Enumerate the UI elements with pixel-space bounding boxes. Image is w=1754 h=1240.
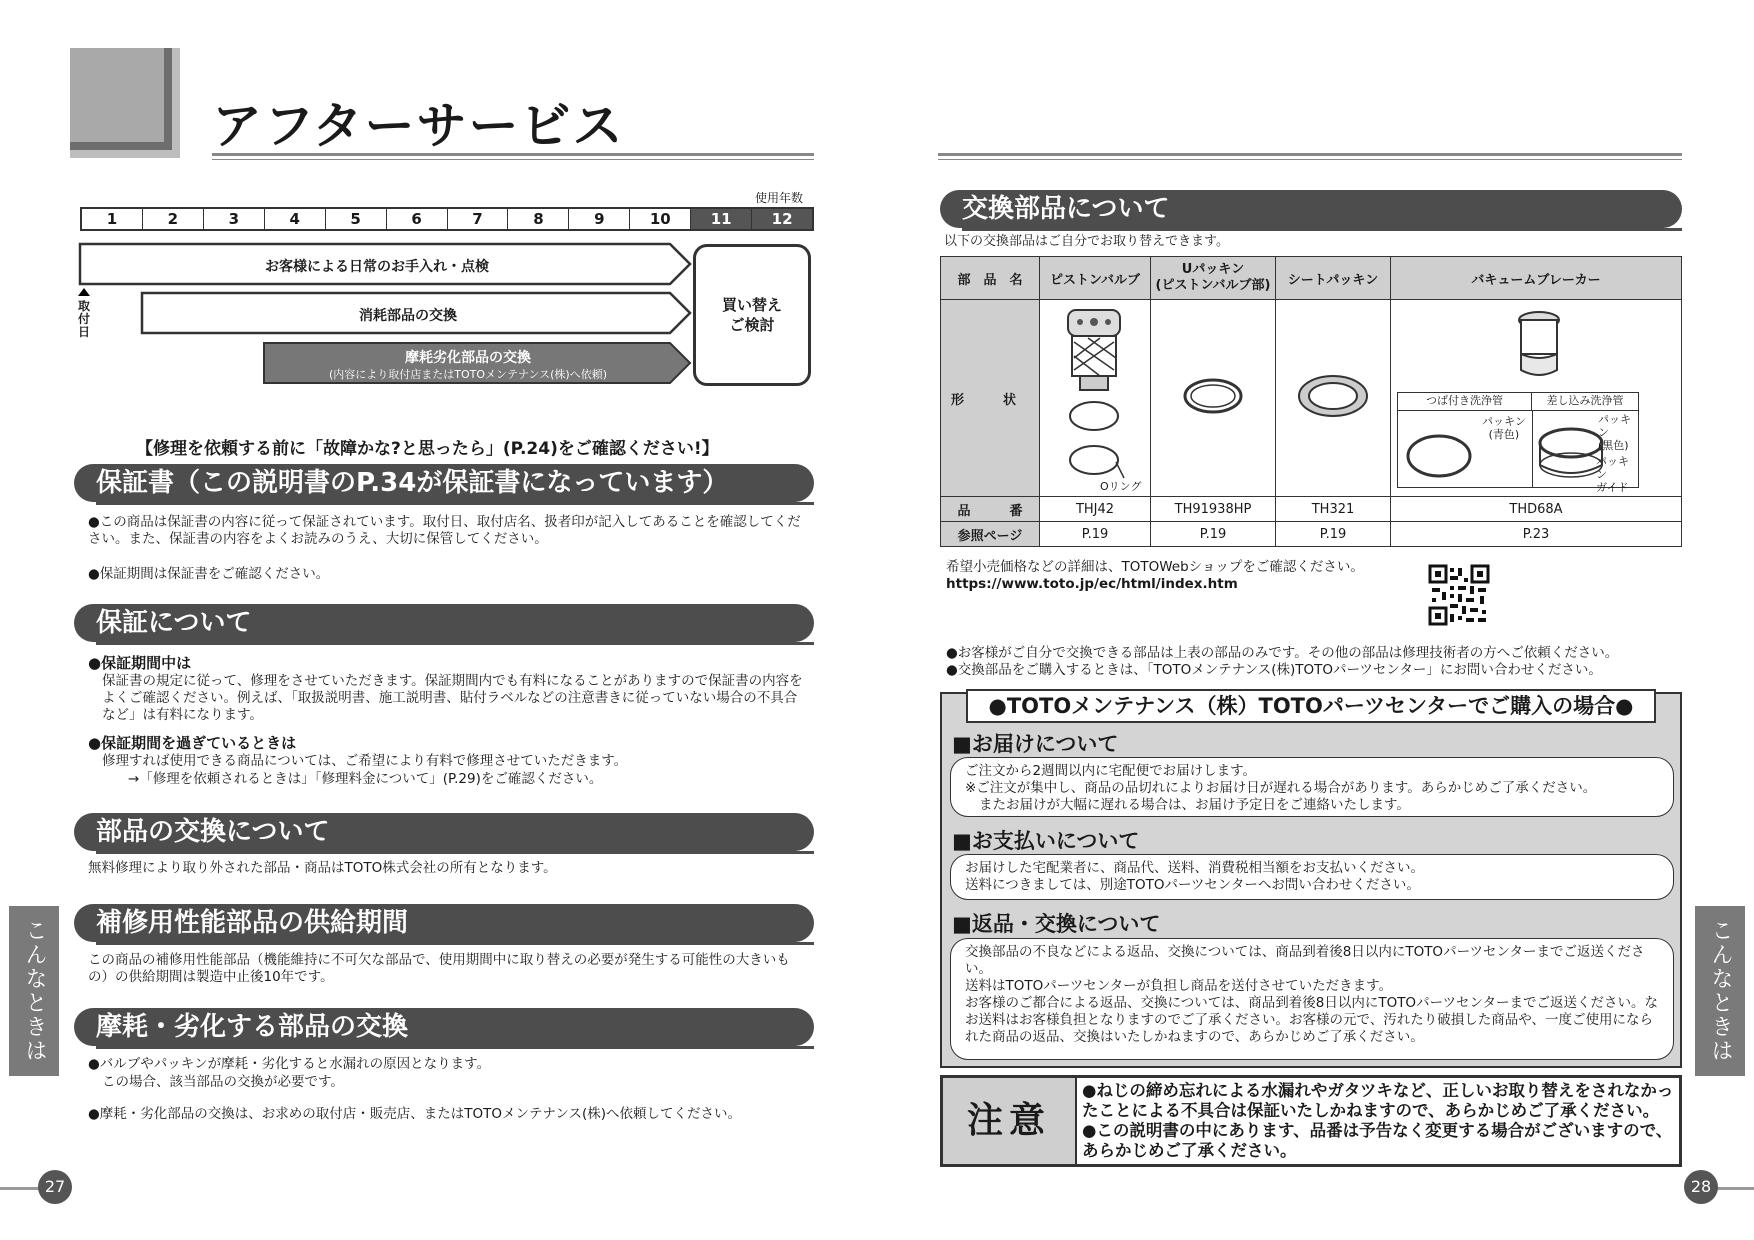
page-line-left bbox=[0, 1187, 42, 1190]
table-col-upacking bbox=[1151, 257, 1276, 300]
years-label: 使用年数 bbox=[755, 191, 804, 205]
vacuum-detail-box bbox=[1397, 392, 1639, 494]
warranty-card-text2: ●保証期間は保証書をご確認ください。 bbox=[88, 566, 330, 582]
page-number-left: 27 bbox=[38, 1170, 72, 1204]
vacuum-breaker-cell bbox=[1391, 300, 1682, 497]
section-wear-parts-heading: 摩耗・劣化する部品の交換 bbox=[74, 1008, 814, 1046]
caution-line1: ●ねじの締め忘れによる水漏れやガタツキなど、正しいお取り替えをされなかったことによる不具合は保証いたしかねますので、あらかじめご了承ください。 bbox=[1082, 1081, 1674, 1120]
vb-pk1 bbox=[1482, 415, 1526, 441]
caution-label: 注意 bbox=[943, 1078, 1077, 1164]
year-cell: 12 bbox=[752, 209, 812, 229]
upacking-cell bbox=[1151, 300, 1276, 497]
year-cell: 6 bbox=[387, 209, 448, 229]
page-number-right: 28 bbox=[1684, 1170, 1718, 1204]
title-decoration bbox=[70, 48, 172, 150]
qr-code-icon[interactable] bbox=[1428, 564, 1490, 626]
warranty-sub1: ●保証期間中は bbox=[88, 654, 192, 672]
partno-upacking: TH91938HP bbox=[1151, 497, 1276, 522]
shape-label: 形 状 bbox=[941, 300, 1040, 497]
payment-heading: ■お支払いについて bbox=[952, 829, 1140, 853]
caution-text bbox=[1082, 1081, 1678, 1161]
warranty-text1: 保証書の規定に従って、修理をさせていただきます。保証期間内でも有料になることがありますので保証書の内容をよくご確認ください。例えば、「取扱説明書、施工説明書、貼付ラベルなどの注意書きに従っていない場合の不具合など」は有料になります。 bbox=[102, 673, 803, 723]
web-shop-url[interactable]: https://www.toto.jp/ec/html/index.htm bbox=[946, 576, 1238, 592]
year-cell: 1 bbox=[82, 209, 143, 229]
table-col-seat: シートパッキン bbox=[1276, 257, 1391, 300]
parts-table bbox=[940, 256, 1682, 547]
vb-pk2-line2: (黒色) bbox=[1598, 439, 1629, 452]
year-cell: 8 bbox=[508, 209, 569, 229]
warranty-sub2: ●保証期間を過ぎているときは bbox=[88, 734, 297, 752]
year-cell: 3 bbox=[204, 209, 265, 229]
row-consumables: 消耗部品の交換 bbox=[359, 308, 457, 324]
return-line1: 交換部品の不良などによる返品、交換については、商品到着後8日以内にTOTOパーツセンターまでご返送ください。 bbox=[965, 944, 1645, 977]
return-line3: お客様のご都合による返品、交換については、商品到着後8日以内にTOTOパーツセンターまでご返送ください。なお送料はお客様負担となりますのでご了承ください。お客様の元で、汚れたり破損した商品や、一度ご使用になられた商品の返品、交換はいたしかねますので、あらかじめご了承ください。 bbox=[965, 995, 1658, 1045]
note-purchase: ●交換部品をご購入するときは、「TOTOメンテナンス(株)TOTOパーツセンター」にお問い合わせください。 bbox=[946, 662, 1602, 678]
title-rule bbox=[212, 153, 814, 156]
piston-valve-icon bbox=[1040, 300, 1150, 496]
warranty-text3: →「修理を依頼されるときは」「修理料金について」(P.29)をご確認ください。 bbox=[128, 771, 603, 787]
partno-vacuum: THD68A bbox=[1391, 497, 1682, 522]
parts-exchange-text: 無料修理により取り外された部品・商品はTOTO株式会社の所有となります。 bbox=[88, 860, 557, 876]
note-self-replace: ●お客様がご自分で交換できる部品は上表の部品のみです。その他の部品は修理技術者の方へご依頼ください。 bbox=[946, 645, 1619, 661]
buy-line2: ご検討 bbox=[729, 316, 775, 334]
upacking-sub: (ピストンバルブ部) bbox=[1155, 278, 1271, 293]
vb-pk3 bbox=[1596, 455, 1638, 494]
year-cell: 4 bbox=[265, 209, 326, 229]
seat-packing-icon bbox=[1296, 372, 1370, 420]
title-rule-thin bbox=[212, 159, 814, 160]
piston-valve-cell bbox=[1040, 300, 1151, 497]
row-wear-parts: 摩耗劣化部品の交換 bbox=[405, 350, 531, 366]
ref-label: 参照ページ bbox=[941, 522, 1040, 547]
vb-pk3-line2: ガイド bbox=[1596, 481, 1629, 494]
year-cell: 11 bbox=[691, 209, 752, 229]
return-box bbox=[950, 938, 1674, 1060]
upacking-name: Uパッキン bbox=[1181, 262, 1245, 277]
payment-box bbox=[950, 854, 1674, 900]
section-replacement-parts-heading: 交換部品について bbox=[940, 190, 1682, 228]
vb-sub1: つば付き洗浄管 bbox=[1398, 393, 1532, 411]
row-wear-parts-note: (内容により取付店またはTOTOメンテナンス(株)へ依頼) bbox=[328, 368, 608, 381]
payment-line1: お届けした宅配業者に、商品代、送料、消費税相当額をお支払いください。 bbox=[965, 860, 1424, 876]
delivery-line1: ご注文から2週間以内に宅配便でお届けします。 bbox=[965, 763, 1257, 779]
year-cell: 2 bbox=[143, 209, 204, 229]
right-title-rule-thin bbox=[938, 159, 1682, 160]
year-cell: 7 bbox=[448, 209, 509, 229]
vb-packing-blue-icon bbox=[1404, 431, 1474, 481]
section-warranty-card-heading: 保証書（この説明書のP.34が保証書になっています） bbox=[74, 464, 814, 502]
caution-line2: ●この説明書の中にあります、品番は予告なく変更する場合がございますので、あらかじめご了承ください。 bbox=[1082, 1121, 1673, 1160]
repair-notice: 【修理を依頼する前に「故障かな?と思ったら」(P.24)をご確認ください!】 bbox=[136, 439, 719, 459]
return-line2: 送料はTOTOパーツセンターが負担し商品を送付させていただきます。 bbox=[965, 978, 1393, 994]
page-line-right bbox=[1712, 1187, 1754, 1190]
partno-seat: TH321 bbox=[1276, 497, 1391, 522]
vb-pk3-line1: パッキン bbox=[1596, 455, 1629, 481]
ref-piston: P.19 bbox=[1040, 522, 1151, 547]
warranty-card-text1: ●この商品は保証書の内容に従って保証されています。取付日、取付店名、扱者印が記入してあることを確認してください。また、保証書の内容をよくお読みのうえ、大切に保管してください。 bbox=[88, 514, 801, 547]
section-warranty-heading: 保証について bbox=[74, 604, 814, 642]
install-date-label: 取付日 bbox=[77, 299, 90, 339]
vb-divider bbox=[1532, 411, 1533, 487]
row-daily-care: お客様による日常のお手入れ・点検 bbox=[265, 259, 489, 275]
replacement-intro: 以下の交換部品はご自分でお取り替えできます。 bbox=[944, 234, 1229, 249]
buy-replacement-box bbox=[693, 244, 811, 386]
page-title: アフターサービス bbox=[212, 97, 625, 155]
table-col-vacuum: バキュームブレーカー bbox=[1391, 257, 1682, 300]
year-cell: 10 bbox=[630, 209, 691, 229]
delivery-box bbox=[950, 757, 1674, 817]
years-bar bbox=[80, 207, 814, 231]
vacuum-breaker-icon bbox=[1499, 306, 1579, 386]
install-marker bbox=[78, 288, 90, 296]
delivery-heading: ■お届けについて bbox=[952, 732, 1119, 756]
seat-packing-cell bbox=[1276, 300, 1391, 497]
wear-parts-text2: この場合、該当部品の交換が必要です。 bbox=[102, 1074, 344, 1090]
vb-pk2-line1: パッキン bbox=[1598, 413, 1631, 439]
return-heading: ■返品・交換について bbox=[952, 912, 1161, 936]
delivery-line2: ※ご注文が集中し、商品の品切れによりお届け日が遅れる場合があります。あらかじめご了承ください。 bbox=[965, 780, 1597, 796]
partno-label: 品 番 bbox=[941, 497, 1040, 522]
oring-label: Oリング bbox=[1100, 480, 1142, 493]
right-title-rule bbox=[938, 153, 1682, 156]
delivery-line3: またお届けが大幅に遅れる場合は、お届け予定日をご連絡いたします。 bbox=[979, 797, 1410, 813]
section-parts-exchange-heading: 部品の交換について bbox=[74, 813, 814, 851]
upacking-icon bbox=[1181, 376, 1245, 416]
section-supply-period-heading: 補修用性能部品の供給期間 bbox=[74, 904, 814, 942]
year-cell: 9 bbox=[569, 209, 630, 229]
ref-upacking: P.19 bbox=[1151, 522, 1276, 547]
vb-pk1-line2: (青色) bbox=[1488, 428, 1520, 441]
table-col-label: 部 品 名 bbox=[941, 257, 1040, 300]
wear-parts-text3: ●摩耗・劣化部品の交換は、お求めの取付店・販売店、またはTOTOメンテナンス(株)へ依頼してください。 bbox=[88, 1106, 741, 1122]
vb-pk1-line1: パッキン bbox=[1482, 415, 1526, 428]
payment-line2: 送料につきましては、別途TOTOパーツセンターへお問い合わせください。 bbox=[965, 877, 1420, 893]
partno-piston: THJ42 bbox=[1040, 497, 1151, 522]
vb-pk2 bbox=[1598, 413, 1638, 452]
year-cell: 5 bbox=[326, 209, 387, 229]
side-tab-left[interactable]: こんなときは bbox=[9, 906, 59, 1076]
buy-line1: 買い替え bbox=[721, 296, 782, 314]
warranty-text2: 修理すれば使用できる商品については、ご希望により有料で修理させていただきます。 bbox=[102, 753, 628, 769]
ref-vacuum: P.23 bbox=[1391, 522, 1682, 547]
web-shop-text: 希望小売価格などの詳細は、TOTOWebショップをご確認ください。 bbox=[946, 559, 1364, 575]
side-tab-right[interactable]: こんなときは bbox=[1695, 906, 1745, 1076]
wear-parts-text1: ●バルブやパッキンが摩耗・劣化すると水漏れの原因となります。 bbox=[88, 1056, 491, 1072]
supply-period-text: この商品の補修用性能部品（機能維持に不可欠な部品で、使用期間中に取り替えの必要が発生する可能性の大きいもの）の供給期間は製造中止後10年です。 bbox=[88, 952, 790, 985]
ref-seat: P.19 bbox=[1276, 522, 1391, 547]
table-col-piston: ピストンバルブ bbox=[1040, 257, 1151, 300]
parts-center-title: ●TOTOメンテナンス（株）TOTOパーツセンターでご購入の場合● bbox=[966, 689, 1656, 723]
vb-sub2: 差し込み洗浄管 bbox=[1532, 393, 1638, 411]
